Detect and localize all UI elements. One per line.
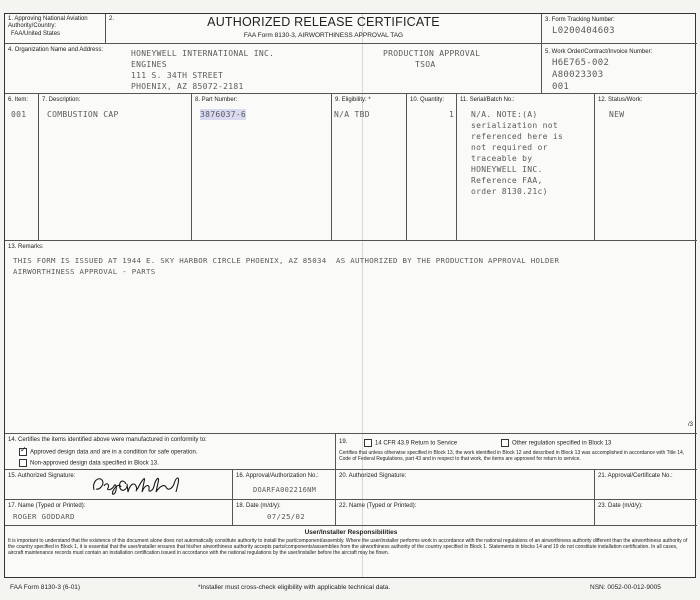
col-item: [5, 94, 39, 241]
block-20-label: 20. Authorized Signature:: [339, 473, 407, 479]
work-order-3: 001: [552, 82, 570, 92]
approved-design-checkbox[interactable]: [19, 445, 27, 456]
block-19-statement: Certifies that unless otherwise specified in Block 13, the work identified in Block 12 and described in Block 13 was accomplished in accordance with Title 14, Code of Federal Regulations, part 43 and in respect to that work, the items are approved for return to service.: [339, 450, 685, 462]
block-3-label: 3. Form Tracking Number:: [545, 17, 615, 23]
org-line-2: ENGINES: [131, 60, 167, 69]
form-subtitle: FAA Form 8130-3, AIRWORTHINESS APPROVAL TAG: [243, 32, 404, 39]
block-19: [336, 434, 697, 470]
release-certificate-form: [4, 13, 696, 578]
return-to-service-checkbox[interactable]: [364, 439, 372, 447]
block-19-option-2-text: Other regulation specified in Block 13: [512, 440, 612, 447]
block-1-value: FAA/United States: [11, 31, 61, 37]
block-21-label: 21. Approval/Certificate No.:: [598, 473, 673, 479]
quantity-header: 10. Quantity:: [410, 97, 445, 103]
block-4-label: 4. Organization Name and Address:: [8, 47, 104, 53]
block-16-label: 16. Approval/Authorization No.:: [236, 473, 319, 479]
description-header: 7. Description:: [42, 97, 81, 103]
block-2-num: 2.: [109, 16, 115, 22]
col-status: [595, 94, 697, 241]
block-19-option-1-text: 14 CFR 43.9 Return to Service: [375, 440, 458, 447]
org-street: 111 S. 34TH STREET: [131, 71, 224, 80]
col-serial: [457, 94, 595, 241]
block-22-label: 22. Name (Typed or Printed):: [339, 503, 417, 509]
block-16: [233, 470, 336, 500]
serial-line: not required or: [471, 143, 548, 152]
block-17: [5, 500, 233, 526]
block-23-label: 23. Date (m/d/y):: [598, 503, 643, 509]
approval-type: PRODUCTION APPROVAL: [383, 49, 481, 58]
remarks-label: 13. Remarks:: [8, 244, 44, 250]
col-eligibility: [332, 94, 407, 241]
eligibility-value: N/A TBD: [334, 110, 370, 119]
footer-form-number: FAA Form 8130-3 (6-01): [10, 584, 81, 591]
col-description: [39, 94, 192, 241]
serial-line: order 8130.21c): [471, 187, 548, 196]
org-city: PHOENIX, AZ 85072-2181: [131, 82, 244, 91]
description-value: COMBUSTION CAP: [47, 110, 119, 119]
block-23: [595, 500, 697, 526]
block-5: [542, 44, 697, 94]
block-14-label: 14. Certifies the items identified above were manufactured in conformity to:: [8, 437, 207, 443]
block-17-label: 17. Name (Typed or Printed):: [8, 503, 86, 509]
remarks-corner-mark: /3: [687, 422, 693, 428]
block-14-option-2-text: Non-approved design data specified in Block 13.: [30, 460, 159, 467]
other-regulation-checkbox[interactable]: [501, 439, 509, 447]
responsibilities-title: User/Installer Responsibilities: [304, 529, 398, 536]
block-14-option-approved[interactable]: [19, 445, 198, 457]
work-order-1: H6E765-002: [552, 58, 610, 68]
serial-line: N/A. NOTE:(A): [471, 110, 538, 119]
authorized-signature: [90, 472, 190, 503]
block-4: [5, 44, 542, 94]
item-value: 001: [11, 110, 27, 119]
org-name: HONEYWELL INTERNATIONAL INC.: [131, 49, 275, 58]
footer-eligibility-note: *Installer must cross-check eligibility with applicable technical data.: [198, 584, 391, 591]
item-header: 6. Item:: [8, 97, 29, 103]
block-14-option-nonapproved[interactable]: [19, 459, 159, 468]
paper-fold-line: [362, 14, 363, 577]
part-number-value: 3876037-6: [200, 110, 247, 119]
serial-header: 11. Serial/Batch No.:: [460, 97, 515, 103]
block-15: [5, 470, 233, 500]
block-3: [542, 14, 697, 44]
block-2: [106, 14, 542, 44]
serial-line: Reference FAA,: [471, 176, 543, 185]
block-18-label: 18. Date (m/d/y):: [236, 503, 281, 509]
check-mark-icon: ✓: [20, 445, 27, 454]
serial-line: referenced here is: [471, 132, 564, 141]
signature-image: [90, 472, 190, 498]
block-14-option-1-text: Approved design data and are in a condition for safe operation.: [30, 449, 198, 456]
responsibilities-text: It is important to understand that the existence of this document alone does not automatically constitute authority to install the part/component/assembly. Where the user/installer performs work in accordance with the national regulations of an airworthiness authority different than the airworthiness authority of the country specified in Block 1, it is essential that the user/installer ensures that his/her airworthiness authority accepts parts/components/assemblies from the airworthiness authority of the country specified in Block 1. Statements in blocks 14 and 19 do not constitute installation certification. In all cases, aircraft maintenance records must contain an installation certification issued in accordance with the national regulations by the user/installer before the aircraft may be flown.: [8, 538, 688, 556]
remarks-line-1: THIS FORM IS ISSUED AT 1944 E. SKY HARBOR CIRCLE PHOENIX, AZ 85034 AS AUTHORIZED BY THE PRODUCTION APPROVAL HOLDER: [13, 256, 560, 265]
nonapproved-design-checkbox[interactable]: [19, 459, 27, 467]
block-19-option-other[interactable]: [501, 439, 611, 448]
footer-nsn: NSN: 0052-00-012-9005: [590, 584, 661, 591]
block-22: [336, 500, 595, 526]
col-part-number: [192, 94, 332, 241]
block-14: [5, 434, 336, 470]
eligibility-header: 9. Eligibility: *: [335, 97, 371, 103]
block-1: [5, 14, 106, 44]
serial-line: HONEYWELL INC.: [471, 165, 543, 174]
block-19-option-return[interactable]: [364, 439, 457, 448]
approval-number: DOARFA002216NM: [253, 486, 317, 494]
block-5-label: 5. Work Order/Contract/Invoice Number:: [545, 49, 653, 55]
user-installer-responsibilities: [5, 526, 697, 579]
signed-date: 07/25/02: [267, 512, 305, 521]
signer-name: ROGER GODDARD: [13, 512, 75, 521]
col-quantity: [407, 94, 457, 241]
block-21: [595, 470, 697, 500]
quantity-value: 1: [449, 110, 455, 119]
form-title: AUTHORIZED RELEASE CERTIFICATE: [207, 15, 440, 29]
status-value: NEW: [609, 110, 625, 119]
block-19-num: 19.: [339, 439, 348, 445]
status-header: 12. Status/Work:: [598, 97, 643, 103]
part-number-header: 8. Part Number:: [195, 97, 238, 103]
block-15-label: 15. Authorized Signature:: [8, 473, 76, 479]
block-20: [336, 470, 595, 500]
approval-type-2: TSOA: [415, 60, 436, 69]
block-18: [233, 500, 336, 526]
work-order-2: A80023303: [552, 70, 604, 80]
tracking-number: L0200404603: [552, 26, 615, 36]
remarks-line-2: AIRWORTHINESS APPROVAL - PARTS: [13, 267, 156, 276]
serial-line: serialization not: [471, 121, 558, 130]
serial-line: traceable by: [471, 154, 533, 163]
block-13-remarks: [5, 241, 697, 434]
block-1-label: 1. Approving National Aviation Authority/Country:: [8, 16, 88, 29]
